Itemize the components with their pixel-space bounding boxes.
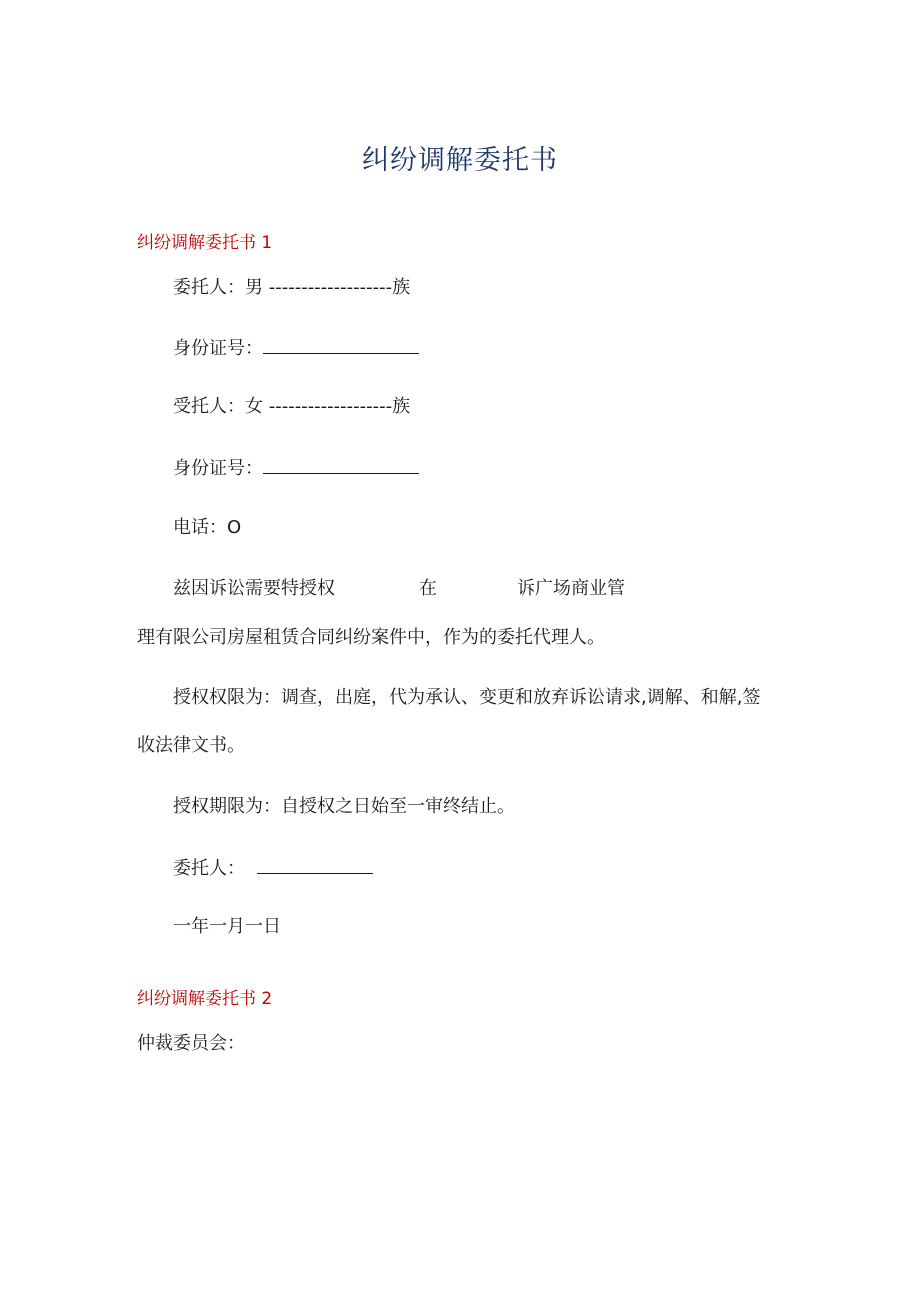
signature-line: [173, 855, 373, 882]
entrust-line-2: 理有限公司房屋租赁合同纠纷案件中，作为的委托代理人。: [137, 627, 605, 648]
addressee-line: 仲裁委员会：: [137, 1033, 245, 1054]
date-line: 一年一月一日: [173, 916, 281, 937]
authority-line-2: 收法律文书。: [137, 735, 245, 756]
agent-line: 受托人：女 -------------------族: [173, 396, 411, 417]
principal-line: 委托人：男 -------------------族: [173, 277, 411, 298]
signature-blank: [257, 855, 373, 874]
entrust-text-2: 在: [419, 578, 437, 599]
phone-line: 电话：O: [173, 517, 242, 538]
authority-line-1: 授权权限为：调查，出庭，代为承认、变更和放弃诉讼请求,调解、和解,签: [173, 687, 761, 708]
section-heading-2: 纠纷调解委托书 2: [137, 989, 273, 1009]
agent-id-blank: [263, 455, 419, 474]
agent-id-label: 身份证号：: [173, 458, 263, 479]
entrust-text-3: 诉广场商业管: [517, 578, 625, 599]
document-title: 纠纷调解委托书: [362, 145, 558, 176]
entrust-line-1: [173, 576, 625, 602]
section-heading-1: 纠纷调解委托书 1: [137, 233, 273, 253]
entrust-text-1: 兹因诉讼需要特授权: [173, 578, 335, 599]
term-line: 授权期限为：自授权之日始至一审终结止。: [173, 796, 515, 817]
principal-id-blank: [263, 335, 419, 354]
signature-label: 委托人：: [173, 858, 245, 879]
agent-id-line: [173, 455, 419, 482]
principal-id-label: 身份证号：: [173, 338, 263, 359]
principal-id-line: [173, 335, 419, 362]
